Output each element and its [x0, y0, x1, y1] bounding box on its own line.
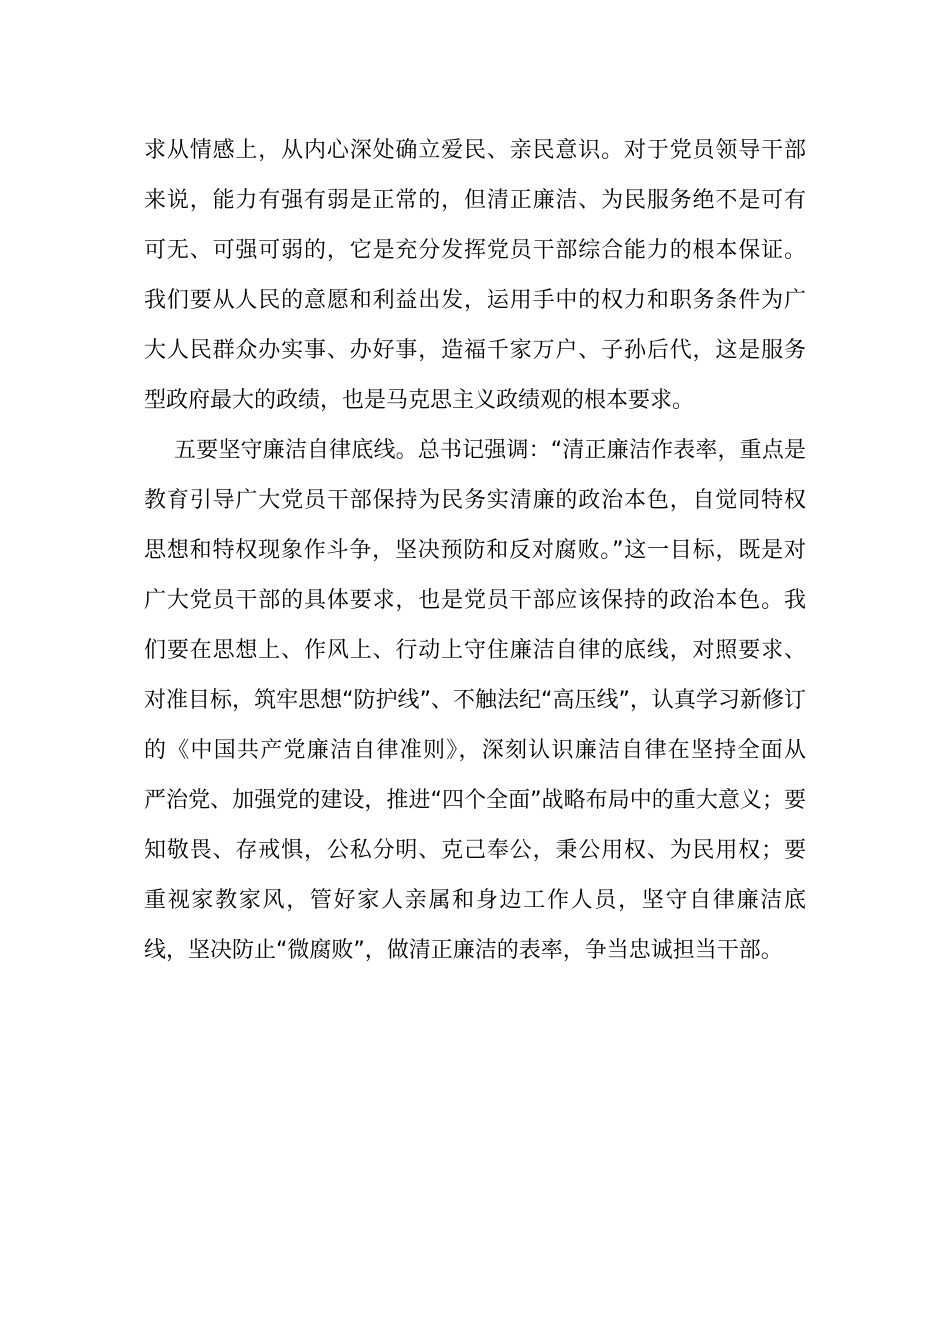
text-line: 来说，能力有强有弱是正常的，但清正廉洁、为民服务绝不是可有	[144, 188, 806, 213]
text-line: 思想和特权现象作斗争，坚决预防和反对腐败。”这一目标，既是对	[144, 538, 806, 563]
text-line: 重视家教家风，管好家人亲属和身边工作人员，坚守自律廉洁底	[144, 888, 806, 913]
document-body	[144, 126, 806, 976]
text-line: 大人民群众办实事、办好事，造福千家万户、子孙后代，这是服务	[144, 338, 806, 363]
text-line: 我们要从人民的意愿和利益出发，运用手中的权力和职务条件为广	[144, 288, 806, 313]
text-line: 教育引导广大党员干部保持为民务实清廉的政治本色，自觉同特权	[144, 488, 806, 513]
text-line: 线，坚决防止“微腐败”，做清正廉洁的表率，争当忠诚担当干部。	[144, 938, 783, 963]
paragraph-1	[144, 126, 806, 426]
text-line: 型政府最大的政绩，也是马克思主义政绩观的根本要求。	[144, 388, 695, 413]
text-line: 的《中国共产党廉洁自律准则》，深刻认识廉洁自律在坚持全面从	[144, 738, 806, 763]
text-line: 们要在思想上、作风上、行动上守住廉洁自律的底线，对照要求、	[144, 638, 806, 663]
text-line: 知敬畏、存戒惧，公私分明、克己奉公，秉公用权、为民用权；要	[144, 838, 806, 863]
text-line: 广大党员干部的具体要求，也是党员干部应该保持的政治本色。我	[144, 588, 806, 613]
text-line: 对准目标，筑牢思想“防护线”、不触法纪“高压线”，认真学习新修订	[144, 688, 806, 713]
text-line: 可无、可强可弱的，它是充分发挥党员干部综合能力的根本保证。	[144, 238, 806, 263]
paragraph-2	[144, 426, 806, 976]
text-line: 五要坚守廉洁自律底线。总书记强调：“清正廉洁作表率，重点是	[174, 438, 806, 463]
text-line: 严治党、加强党的建设，推进“四个全面”战略布局中的重大意义；要	[144, 788, 806, 813]
text-line: 求从情感上，从内心深处确立爱民、亲民意识。对于党员领导干部	[144, 138, 806, 163]
